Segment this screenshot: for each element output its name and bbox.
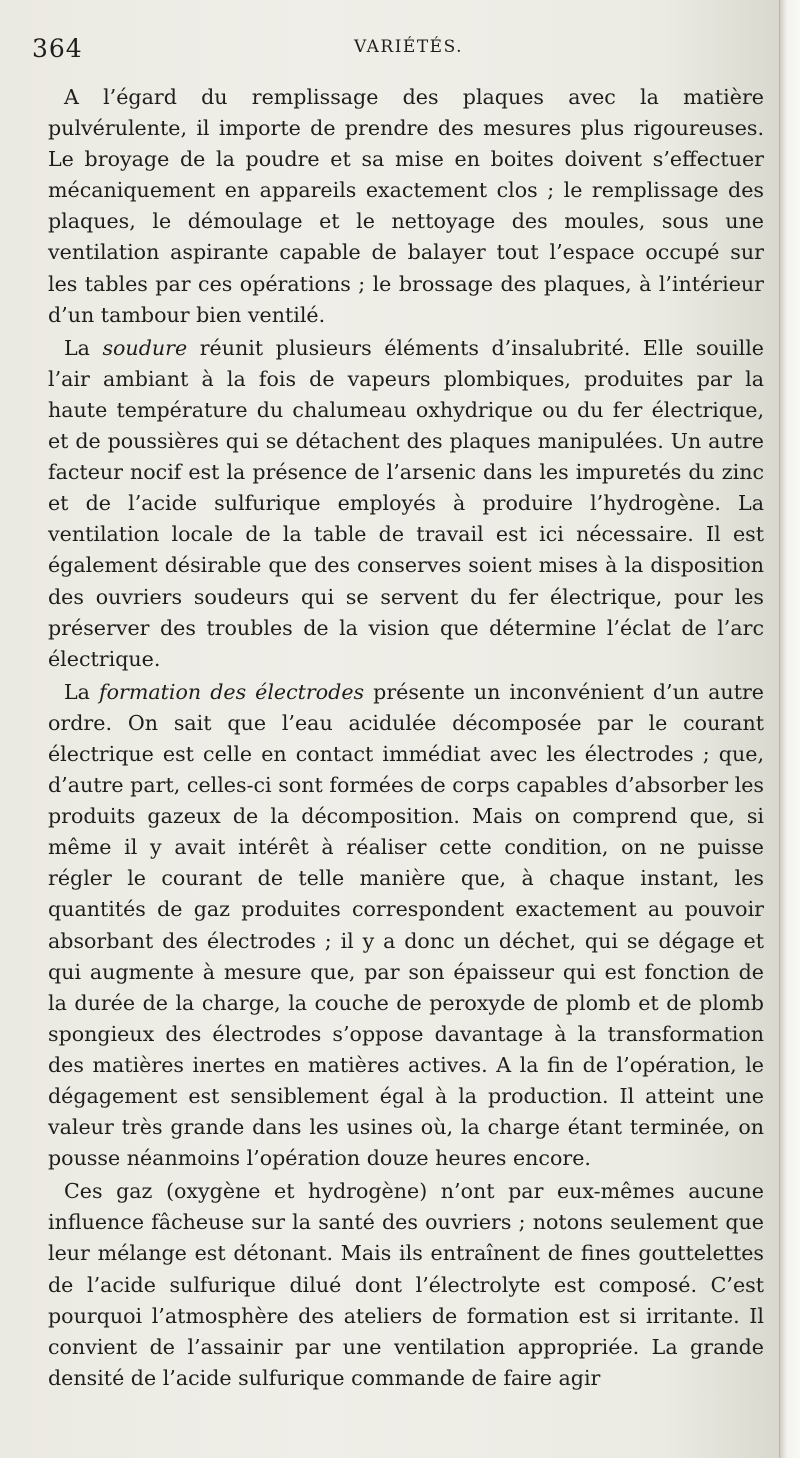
paragraph-soudure xyxy=(48,333,764,675)
text-run: Ces gaz (oxygène et hydrogène) n’ont par eux-mêmes aucune influence fâcheuse sur la santé des ouvriers ; notons seulement que leur mélange est détonant. Mais ils entraînent de fines gouttelettes de l’acide sulfurique dilué dont l’électrolyte est composé. C’est pourquoi l’atmosphère des ateliers de formation est si irritante. Il convient de l’assainir par une ventilation appropriée. La grande densité de l’acide sulfurique commande de faire agir xyxy=(48,1179,764,1390)
text-run: réunit plusieurs éléments d’insalubrité. Elle souille l’air ambiant à la fois de vapeurs plombiques, produites par la haute température du chalumeau oxhydrique ou du fer électrique, et de poussières qui se détachent des plaques manipulées. Un autre facteur nocif est la présence de l’arsenic dans les impuretés du zinc et de l’acide sulfurique employés à produire l’hydrogène. La ventilation locale de la table de travail est ici nécessaire. Il est également désirable que des conserves soient mises à la disposition des ouvriers soudeurs qui se servent du fer électrique, pour les préserver des troubles de la vision que détermine l’éclat de l’arc électrique. xyxy=(48,335,764,671)
italic-term: soudure xyxy=(102,335,188,360)
page-number: 364 xyxy=(32,34,83,63)
running-head: VARIÉTÉS. xyxy=(354,37,464,57)
paragraph-gaz xyxy=(48,1176,764,1394)
body-text xyxy=(48,82,764,1394)
text-run: présente un inconvénient d’un autre ordre. On sait que l’eau acidulée décomposée par le courant électrique est celle en contact immédiat avec les électrodes ; que, d’autre part, celles-ci sont formées de corps capables d’absorber les produits gazeux de la décomposition. Mais on comprend que, si même il y avait intérêt à réaliser cette condition, on ne puisse régler le courant de telle manière que, à chaque instant, les quantités de gaz produites correspondent exactement au pouvoir absorbant des électrodes ; il y a donc un déchet, qui se dégage et qui augmente à mesure que, par son épaisseur qui est fonction de la durée de la charge, la couche de peroxyde de plomb et de plomb spongieux des électrodes s’oppose davantage à la transformation des matières inertes en matières actives. A la fin de l’opération, le dégagement est sensiblement égal à la production. Il atteint une valeur très grande dans les usines où, la charge étant terminée, on pousse néanmoins l’opération douze heures encore. xyxy=(48,679,764,1171)
paragraph-ventilation-filling xyxy=(48,82,764,331)
text-run: La xyxy=(64,679,99,704)
page-edge xyxy=(779,0,800,1458)
paragraph-formation xyxy=(48,677,764,1175)
text-run: A l’égard du remplissage des plaques avec la matière pulvérulente, il importe de prendre des mesures plus rigoureuses. Le broyage de la poudre et sa mise en boites doivent s’effectuer mécaniquement en appareils exactement clos ; le remplissage des plaques, le démoulage et le nettoyage des moules, sous une ventilation aspirante capable de balayer tout l’espace occupé sur les tables par ces opérations ; le brossage des plaques, à l’intérieur d’un tambour bien ventilé. xyxy=(48,85,764,327)
text-run: La xyxy=(64,335,103,360)
page-header xyxy=(32,34,732,64)
italic-term: formation des électrodes xyxy=(98,679,365,704)
